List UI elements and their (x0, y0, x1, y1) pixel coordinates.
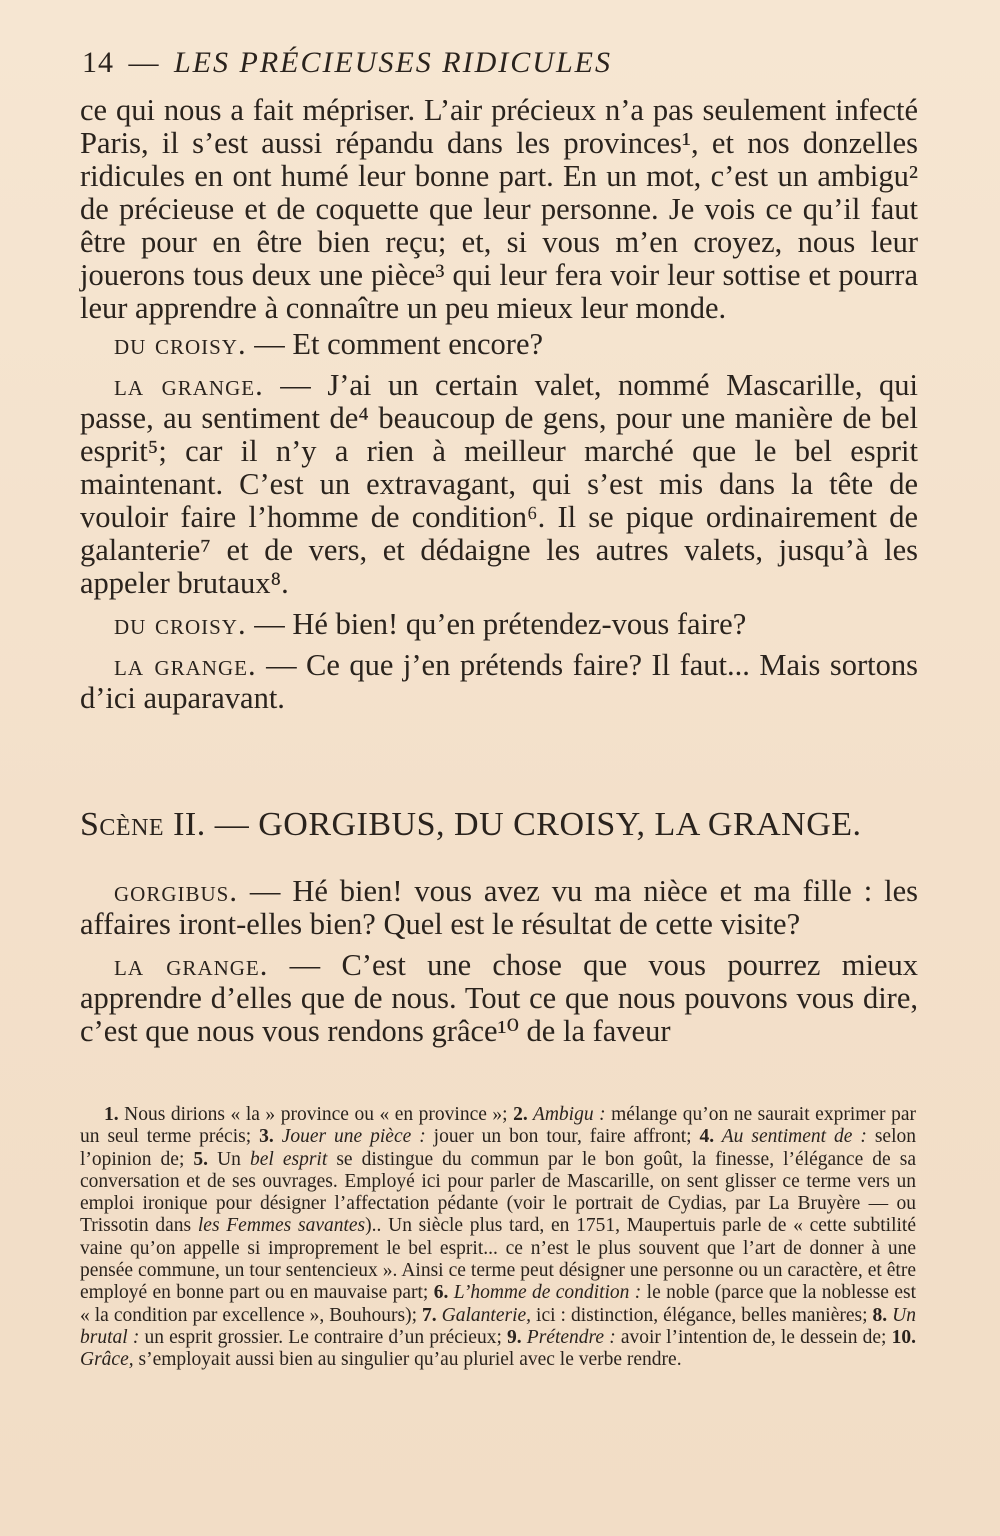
footnote-term: Grâce, (80, 1349, 134, 1371)
footnote-text: Nous dirions « la » province ou « en province »; (118, 1104, 514, 1125)
footnote-number: 4. (699, 1126, 715, 1148)
footnote-number: 3. (259, 1126, 274, 1148)
speech-gorgibus-1 (80, 875, 918, 941)
footnote-number: 9. (507, 1326, 522, 1348)
footnote-number: 6. (433, 1282, 449, 1304)
paragraph-continuation: ce qui nous a fait mépriser. L’air précieux n’a pas seulement infecté Paris, il s’est aussi répandu dans les provinces¹, et nos donzelles ridicules en ont humé leur bonne part. En un mot, c’est un ambigu² de précieuse et de coquette que leur personne. Je vois ce qu’il faut être pour en être bien reçu; et, si vous m’en croyez, nous leur jouerons tous deux une pièce³ qui leur fera voir leur sottise et pourra leur apprendre à connaître un peu mieux leur monde. (80, 93, 918, 325)
speaker-name: la grange. (114, 648, 257, 682)
speaker-name: la grange. (114, 948, 269, 982)
page-number: 14 (82, 46, 114, 79)
speech-text: — Hé bien! vous avez vu ma nièce et ma fille : les affaires iront-elles bien? Quel est le résultat de cette visite? (80, 874, 918, 941)
footnote-term: bel esprit (249, 1148, 328, 1170)
scene-characters: II. — GORGIBUS, DU CROISY, LA GRANGE. (164, 806, 862, 843)
speaker-name: du croisy. (114, 607, 247, 641)
footnote-term: Un brutal : (80, 1304, 917, 1348)
main-text (80, 94, 918, 715)
speech-text: — J’ai un certain valet, nommé Mascarille, qui passe, au sentiment de⁴ beaucoup de gens, pour une manière de bel esprit⁵; car il n’y a rien à meilleur marché que le bel esprit maintenant. C’est un extravagant, qui s’est mis dans la tête de vouloir faire l’homme de condition⁶. Il se pique ordinairement de galanterie⁷ et de vers, et dédaigne les autres valets, jusqu’à les appeler brutaux⁸. (80, 368, 919, 600)
speech-du-croisy-1 (80, 328, 918, 361)
footnote-text: se distingue du commun par le bon goût, la finesse, l’élégance de sa conversation et de ses ouvrages. Employé ici pour parler de Mascarille, on sent glisser ce terme vers un emploi ironique pour désigner l’affectation pédante (voir le portrait de Cydias, par La Bruyère — ou Trissotin dans (80, 1148, 916, 1237)
footnote-term: Ambigu : (527, 1104, 606, 1125)
footnote-number: 7. (422, 1304, 437, 1326)
footnote-text: s’employait aussi bien au singulier qu’au pluriel avec le verbe rendre. (133, 1349, 682, 1371)
speech-text: — Et comment encore? (246, 327, 544, 361)
footnote-term: Galanterie, (436, 1304, 532, 1326)
footnote-term: les Femmes savantes (197, 1215, 366, 1237)
footnote-text: jouer un bon tour, faire affront; (425, 1126, 700, 1148)
footnote-text: mélange qu’on ne saurait exprimer par un seul terme précis; (80, 1104, 916, 1148)
footnote-text: un esprit grossier. Le contraire d’un précieux; (139, 1326, 508, 1348)
footnote-number: 8. (872, 1304, 888, 1326)
footnote-number: 1. (104, 1104, 119, 1125)
footnote-term: Au sentiment de : (714, 1126, 867, 1148)
footnote-term: L’homme de condition : (448, 1282, 642, 1304)
speech-du-croisy-2 (80, 608, 918, 641)
speaker-name: du croisy. (114, 327, 247, 361)
footnote-text: selon l’opinion de; (80, 1126, 917, 1170)
footnote-number: 2. (513, 1104, 528, 1125)
footnote-text: ici : distinction, élégance, belles manières; (531, 1304, 873, 1326)
speaker-name: la grange. (114, 368, 264, 402)
footnote-text: le noble (parce que la noblesse est « la condition par excellence », Bouhours); (80, 1282, 916, 1326)
footnote-number: 10. (891, 1326, 917, 1348)
speech-text: — C’est une chose que vous pourrez mieux apprendre d’elles que de nous. Tout ce que nous pouvons vous dire, c’est que nous vous rendons grâce¹⁰ de la faveur (80, 948, 918, 1048)
speech-la-grange-3 (80, 949, 918, 1048)
footnotes (80, 1104, 916, 1372)
speaker-name: gorgibus. (114, 874, 238, 908)
running-header (82, 46, 612, 80)
speech-text: — Ce que j’en prétends faire? Il faut... Mais sortons d’ici auparavant. (80, 648, 918, 715)
footnote-text: avoir l’intention de, le dessein de; (615, 1326, 892, 1348)
footnote-term: Prétendre : (521, 1326, 616, 1348)
scene-text (80, 875, 918, 1048)
footnote-text: Un (208, 1148, 250, 1170)
footnote-text: ).. Un siècle plus tard, en 1751, Maupertuis parle de « cette subtilité vaine qu’on appelle si improprement le bel esprit... ce n’est le plus souvent que l’art de donner à une pensée commune, un tour sentencieux ». Ainsi ce terme peut désigner une personne ou un caractère, et être employé en bonne part ou en mauvaise part; (80, 1215, 916, 1304)
footnote-number: 5. (193, 1148, 209, 1170)
footnote-term: Jouer une pièce : (273, 1126, 426, 1148)
speech-la-grange-1 (80, 369, 918, 600)
speech-la-grange-2 (80, 649, 918, 715)
running-title: LES PRÉCIEUSES RIDICULES (174, 46, 612, 79)
speech-text: — Hé bien! qu’en prétendez-vous faire? (246, 607, 747, 641)
scene-label: Scène (80, 806, 165, 843)
header-dash: — (128, 46, 160, 79)
scene-heading (80, 806, 918, 844)
